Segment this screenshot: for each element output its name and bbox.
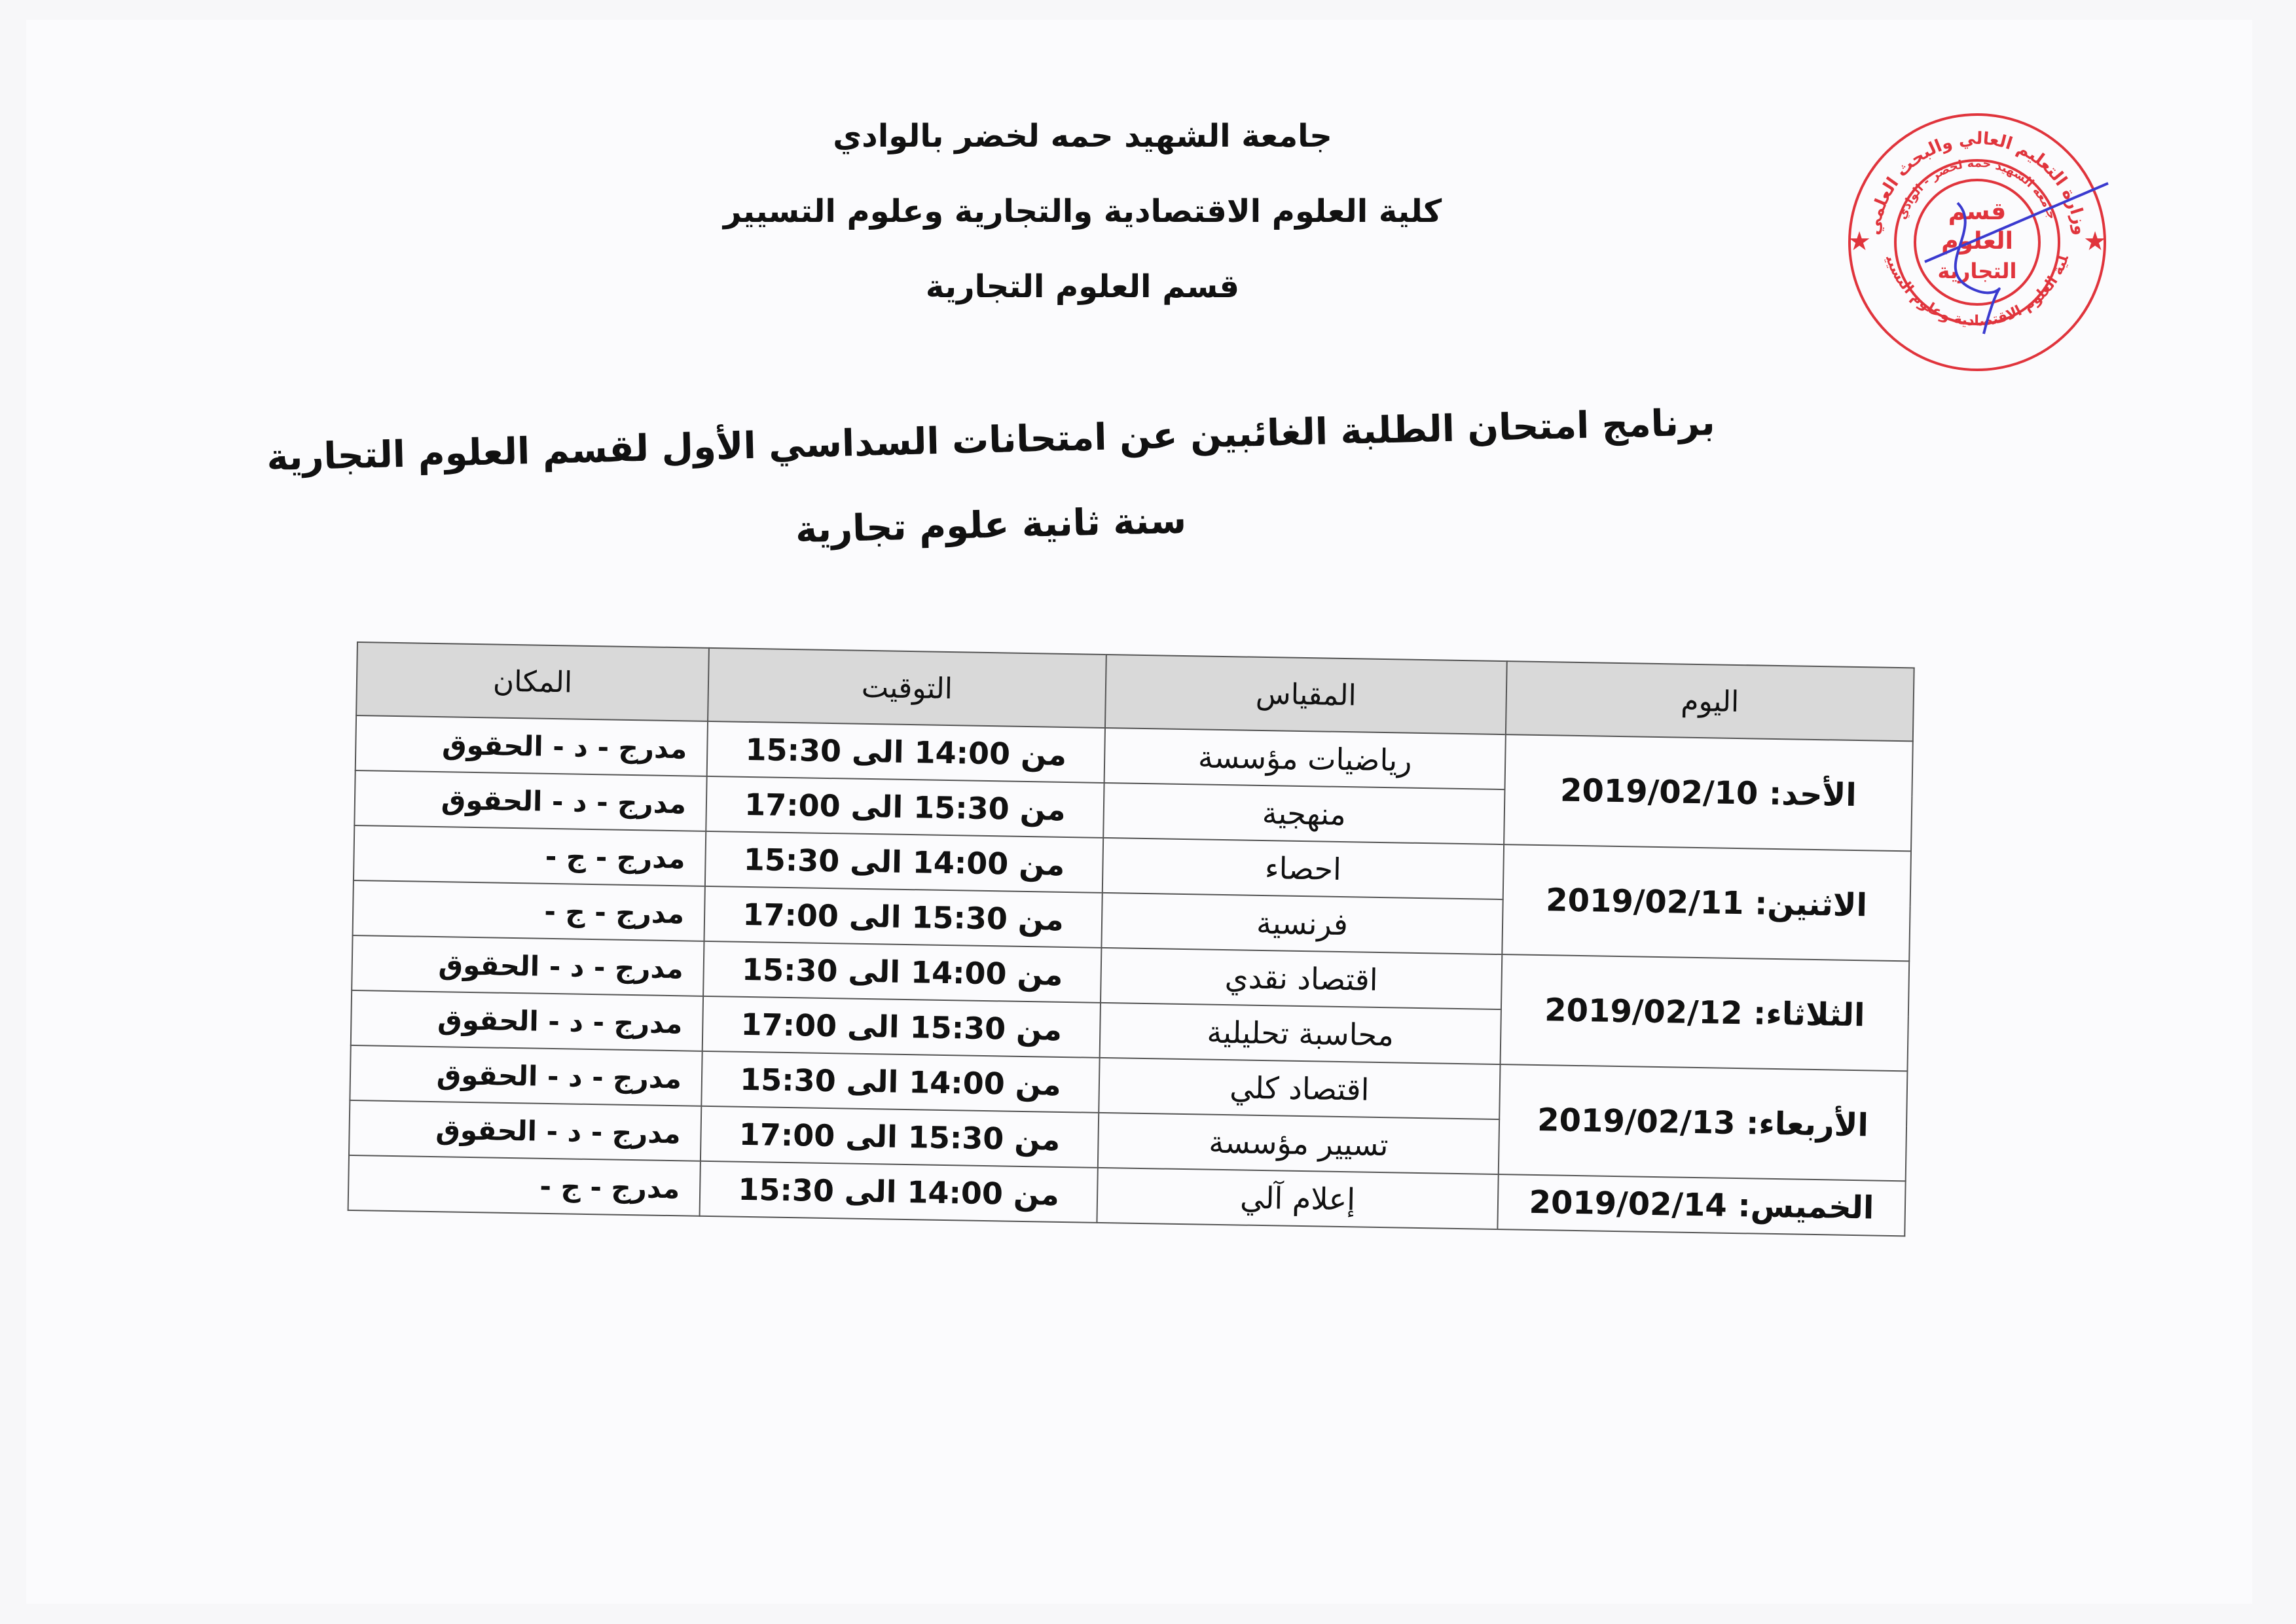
subject-cell: محاسبة تحليلية xyxy=(1100,1003,1501,1064)
subject-cell: تسيير مؤسسة xyxy=(1098,1113,1499,1174)
day-cell: الاثنين: 2019/02/11 xyxy=(1502,844,1911,961)
svg-text:العلوم: العلوم xyxy=(1941,228,2013,255)
faculty-name: كلية العلوم الاقتصادية والتجارية وعلوم التسيير xyxy=(723,193,1442,230)
subject-cell: رياضيات مؤسسة xyxy=(1104,728,1506,789)
place-cell: مدرج - د - الحقوق xyxy=(354,770,706,831)
subject-cell: إعلام آلي xyxy=(1097,1168,1498,1229)
time-cell: من 15:30 الى 17:00 xyxy=(706,776,1104,838)
day-cell: الأربعاء: 2019/02/13 xyxy=(1499,1064,1908,1181)
svg-text:★: ★ xyxy=(2083,226,2107,257)
place-cell: مدرج - ج - xyxy=(353,880,705,941)
subject-cell: فرنسية xyxy=(1101,893,1503,954)
place-cell: مدرج - د - الحقوق xyxy=(349,1100,701,1161)
document-title: برنامج امتحان الطلبة الغائبين عن امتحانات السداسي الأول لقسم العلوم التجارية xyxy=(266,401,1716,480)
subject-cell: اقتصاد نقدي xyxy=(1101,948,1502,1009)
header-place: المكان xyxy=(356,642,709,721)
svg-text:جامعة الشهيد حمه لخضر - الوادي: جامعة الشهيد حمه لخضر - الوادي xyxy=(1895,156,2060,221)
place-cell: مدرج - د - الحقوق xyxy=(351,990,703,1051)
time-cell: من 14:00 الى 15:30 xyxy=(703,941,1101,1003)
svg-text:وزارة التعليم العالي والبحث ال: وزارة التعليم العالي والبحث العلمي xyxy=(1864,128,2090,237)
time-cell: من 14:00 الى 15:30 xyxy=(701,1051,1099,1113)
place-cell: مدرج - د - الحقوق xyxy=(355,715,708,776)
header-day: اليوم xyxy=(1506,661,1914,741)
time-cell: من 14:00 الى 15:30 xyxy=(705,831,1103,893)
department-name: قسم العلوم التجارية xyxy=(925,268,1240,305)
exam-schedule-table-wrapper xyxy=(348,641,1915,1236)
place-cell: مدرج - ج - xyxy=(348,1155,701,1216)
svg-text:★: ★ xyxy=(1848,226,1871,257)
day-cell: الثلاثاء: 2019/02/12 xyxy=(1501,954,1910,1071)
place-cell: مدرج - د - الحقوق xyxy=(350,1045,702,1106)
subject-cell: اقتصاد كلي xyxy=(1099,1058,1500,1119)
day-cell: الخميس: 2019/02/14 xyxy=(1497,1174,1905,1236)
header-subject: المقياس xyxy=(1105,655,1507,734)
header-time: التوقيت xyxy=(708,648,1106,728)
place-cell: مدرج - ج - xyxy=(354,825,706,886)
subject-cell: احصاء xyxy=(1102,838,1504,899)
department-stamp xyxy=(1833,98,2121,386)
time-cell: من 15:30 الى 17:00 xyxy=(701,1106,1099,1168)
stamp-seal-icon xyxy=(1833,98,2121,386)
time-cell: من 14:00 الى 15:30 xyxy=(700,1161,1098,1223)
document-subtitle: سنة ثانية علوم تجارية xyxy=(795,499,1187,552)
svg-text:كلية العلوم الاقتصادية وعلوم ا: لية العلوم الاقتصادية وعلوم التسيي xyxy=(1882,253,2073,330)
time-cell: من 14:00 الى 15:30 xyxy=(707,721,1105,783)
time-cell: من 15:30 الى 17:00 xyxy=(702,996,1101,1058)
svg-text:قسم: قسم xyxy=(1948,198,2007,225)
day-cell: الأحد: 2019/02/10 xyxy=(1504,734,1913,851)
svg-text:التجارية: التجارية xyxy=(1937,259,2017,283)
exam-schedule-table xyxy=(348,641,1915,1236)
place-cell: مدرج - د - الحقوق xyxy=(352,935,704,996)
university-name: جامعة الشهيد حمه لخضر بالوادي xyxy=(833,118,1332,154)
subject-cell: منهجية xyxy=(1103,783,1504,844)
time-cell: من 15:30 الى 17:00 xyxy=(704,886,1102,948)
